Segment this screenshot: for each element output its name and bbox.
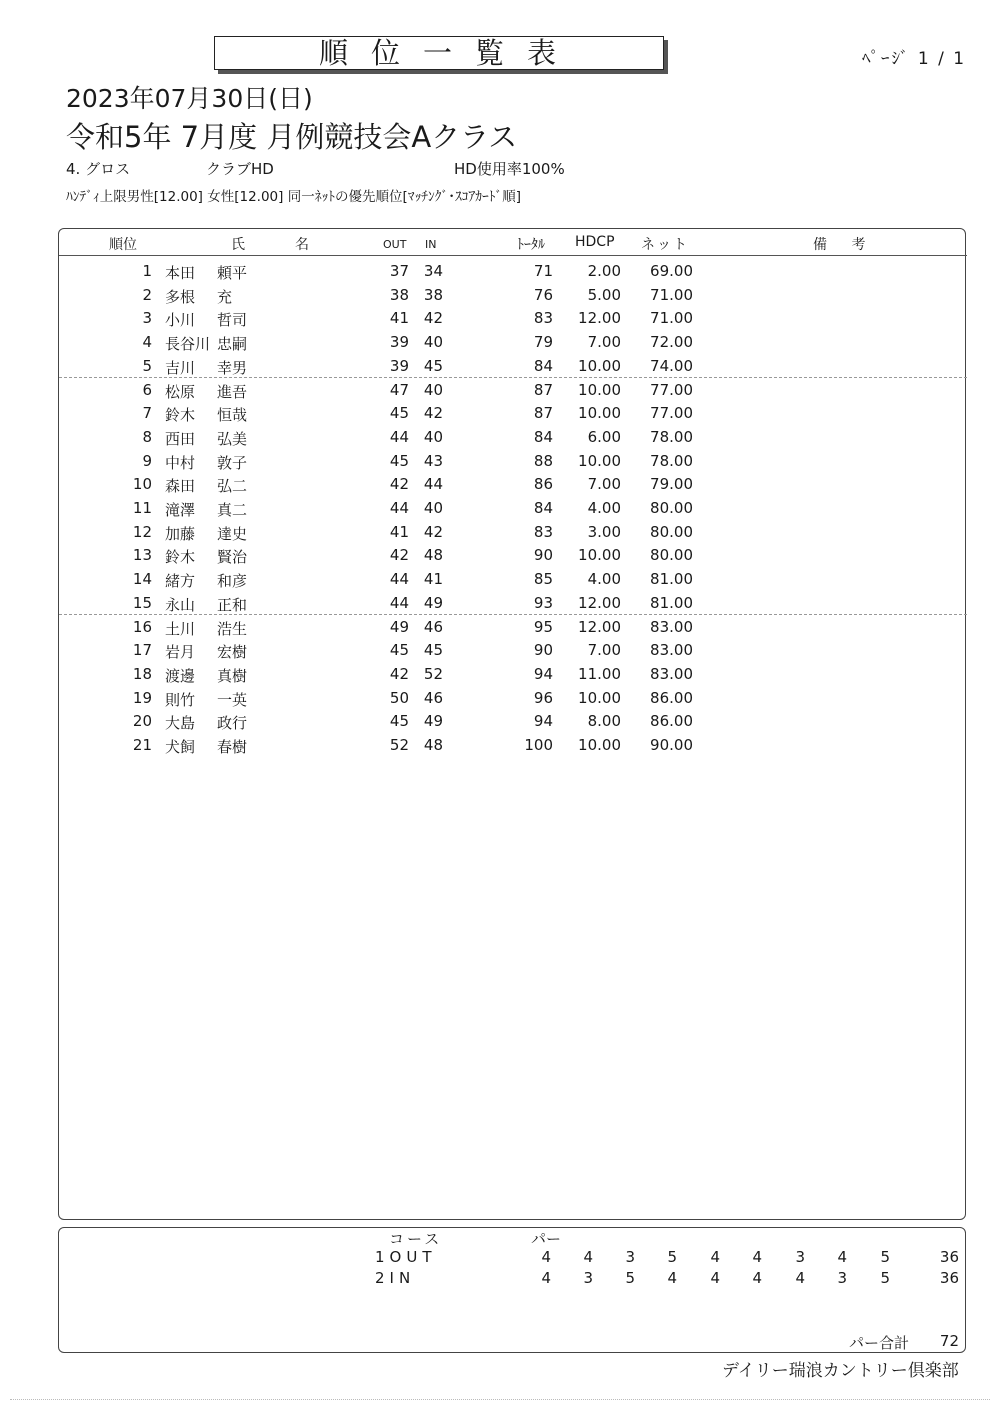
table-row xyxy=(59,401,967,425)
net-score-cell: 78.00 xyxy=(650,427,693,446)
out-score-cell: 42 xyxy=(389,664,409,683)
in-score-cell: 52 xyxy=(423,664,443,683)
hole-par: 5 xyxy=(667,1248,677,1266)
out-score-cell: 42 xyxy=(389,546,409,565)
hdcp-cell: 10.00 xyxy=(578,380,621,399)
first-name-cell: 正和 xyxy=(217,595,248,614)
table-row xyxy=(59,354,967,378)
hdcp-cell: 10.00 xyxy=(578,546,621,565)
hole-par: 4 xyxy=(583,1248,593,1266)
in-score-cell: 48 xyxy=(423,546,443,565)
par-label: パー xyxy=(531,1230,562,1248)
net-score-cell: 79.00 xyxy=(650,475,693,494)
in-total: 36 xyxy=(939,1269,959,1287)
last-name-cell: 松原 xyxy=(165,382,196,401)
last-name-cell: 西田 xyxy=(165,429,196,448)
table-row xyxy=(59,472,967,496)
net-score-cell: 81.00 xyxy=(650,593,693,612)
last-name-cell: 小川 xyxy=(165,311,196,330)
out-score-cell: 47 xyxy=(389,380,409,399)
net-score-cell: 90.00 xyxy=(650,736,693,754)
rank-cell: 2 xyxy=(142,285,152,304)
in-score-cell: 38 xyxy=(423,285,443,304)
out-score-cell: 44 xyxy=(389,427,409,446)
rank-cell: 4 xyxy=(142,333,152,352)
first-name-cell: 政行 xyxy=(217,714,248,733)
last-name-cell: 加藤 xyxy=(165,524,196,543)
in-score-cell: 42 xyxy=(423,522,443,541)
table-row xyxy=(59,330,967,354)
course-par-table xyxy=(58,1227,966,1353)
rank-cell: 6 xyxy=(142,380,152,399)
out-score-cell: 45 xyxy=(389,641,409,660)
course-in-name: 2IN xyxy=(375,1269,416,1287)
net-score-cell: 77.00 xyxy=(650,380,693,399)
net-score-cell: 86.00 xyxy=(650,688,693,707)
out-score-cell: 42 xyxy=(389,475,409,494)
first-name-cell: 弘美 xyxy=(217,429,248,448)
out-score-cell: 39 xyxy=(389,333,409,352)
first-name-cell: 賢治 xyxy=(217,548,248,567)
in-score-cell: 49 xyxy=(423,593,443,612)
net-score-cell: 71.00 xyxy=(650,309,693,328)
out-score-cell: 44 xyxy=(389,593,409,612)
out-score-cell: 52 xyxy=(389,736,409,754)
out-score-cell: 50 xyxy=(389,688,409,707)
col-total: ﾄｰﾀﾙ xyxy=(517,237,545,253)
table-row xyxy=(59,686,967,710)
net-score-cell: 72.00 xyxy=(650,333,693,352)
first-name-cell: 浩生 xyxy=(217,619,248,638)
results-table xyxy=(58,228,966,1220)
last-name-cell: 土川 xyxy=(165,619,196,638)
club-name: デイリー瑞浪カントリー倶楽部 xyxy=(722,1361,959,1381)
hole-par: 4 xyxy=(710,1248,720,1266)
last-name-cell: 吉川 xyxy=(165,358,196,377)
net-score-cell: 80.00 xyxy=(650,522,693,541)
hole-par: 4 xyxy=(541,1248,551,1266)
total-score-cell: 84 xyxy=(533,499,553,517)
hole-par: 3 xyxy=(583,1269,593,1287)
last-name-cell: 鈴木 xyxy=(165,406,196,425)
rank-cell: 11 xyxy=(132,499,152,517)
last-name-cell: 滝澤 xyxy=(165,501,196,519)
rank-cell: 3 xyxy=(142,309,152,328)
last-name-cell: 則竹 xyxy=(165,690,196,709)
col-out: OUT xyxy=(383,238,407,251)
rank-cell: 10 xyxy=(132,475,152,494)
rank-cell: 9 xyxy=(142,451,152,470)
first-name-cell: 幸男 xyxy=(217,358,248,377)
net-score-cell: 80.00 xyxy=(650,546,693,565)
col-remarks: 備 考 xyxy=(813,237,876,253)
total-score-cell: 79 xyxy=(533,333,553,352)
last-name-cell: 岩月 xyxy=(165,643,196,662)
net-score-cell: 81.00 xyxy=(650,570,693,589)
hole-par: 5 xyxy=(880,1248,890,1266)
total-score-cell: 96 xyxy=(533,688,553,707)
table-row xyxy=(59,709,967,733)
hdcp-cell: 6.00 xyxy=(587,427,621,446)
event-name: 令和5年 7月度 月例競技会Aクラス xyxy=(66,120,518,154)
hdcp-cell: 10.00 xyxy=(578,451,621,470)
out-score-cell: 45 xyxy=(389,451,409,470)
net-score-cell: 80.00 xyxy=(650,499,693,517)
hdcp-cell: 2.00 xyxy=(587,262,621,280)
net-score-cell: 83.00 xyxy=(650,617,693,636)
in-score-cell: 43 xyxy=(423,451,443,470)
in-score-cell: 40 xyxy=(423,380,443,399)
total-score-cell: 87 xyxy=(533,380,553,399)
hole-par: 4 xyxy=(667,1269,677,1287)
last-name-cell: 永山 xyxy=(165,595,196,614)
first-name-cell: 春樹 xyxy=(217,738,248,756)
total-score-cell: 83 xyxy=(533,522,553,541)
hole-par: 4 xyxy=(795,1269,805,1287)
total-score-cell: 85 xyxy=(533,570,553,589)
hole-par: 5 xyxy=(625,1269,635,1287)
out-score-cell: 41 xyxy=(389,309,409,328)
hdcp-cell: 10.00 xyxy=(578,356,621,375)
total-score-cell: 100 xyxy=(524,736,553,754)
rank-cell: 15 xyxy=(132,593,152,612)
total-score-cell: 94 xyxy=(533,712,553,731)
hdcp-cell: 8.00 xyxy=(587,712,621,731)
in-score-cell: 40 xyxy=(423,333,443,352)
hdcp-cell: 5.00 xyxy=(587,285,621,304)
out-score-cell: 41 xyxy=(389,522,409,541)
col-rank: 順位 xyxy=(109,237,137,253)
last-name-cell: 渡邊 xyxy=(165,666,196,685)
last-name-cell: 中村 xyxy=(165,453,196,472)
hdcp-cell: 10.00 xyxy=(578,404,621,423)
table-row xyxy=(59,567,967,591)
rank-cell: 17 xyxy=(132,641,152,660)
first-name-cell: 哲司 xyxy=(217,311,248,330)
in-score-cell: 46 xyxy=(423,688,443,707)
hdcp-cell: 7.00 xyxy=(587,641,621,660)
hdcp-cell: 4.00 xyxy=(587,570,621,589)
in-score-cell: 41 xyxy=(423,570,443,589)
out-total: 36 xyxy=(939,1248,959,1266)
table-row xyxy=(59,733,967,757)
net-score-cell: 74.00 xyxy=(650,356,693,375)
total-score-cell: 71 xyxy=(533,262,553,280)
hdcp-cell: 10.00 xyxy=(578,688,621,707)
in-score-cell: 40 xyxy=(423,499,443,517)
total-score-cell: 83 xyxy=(533,309,553,328)
in-score-cell: 34 xyxy=(423,262,443,280)
last-name-cell: 緒方 xyxy=(165,572,196,591)
first-name-cell: 忠嗣 xyxy=(217,335,248,354)
first-name-cell: 頼平 xyxy=(217,264,248,282)
rank-cell: 5 xyxy=(142,356,152,375)
total-score-cell: 84 xyxy=(533,427,553,446)
total-score-cell: 76 xyxy=(533,285,553,304)
out-score-cell: 37 xyxy=(389,262,409,280)
rank-cell: 14 xyxy=(132,570,152,589)
out-score-cell: 44 xyxy=(389,570,409,589)
out-score-cell: 45 xyxy=(389,404,409,423)
rank-cell: 7 xyxy=(142,404,152,423)
last-name-cell: 長谷川 xyxy=(165,335,211,354)
hole-par: 5 xyxy=(880,1269,890,1287)
total-score-cell: 88 xyxy=(533,451,553,470)
hdcp-cell: 4.00 xyxy=(587,499,621,517)
total-score-cell: 90 xyxy=(533,641,553,660)
in-score-cell: 48 xyxy=(423,736,443,754)
table-row xyxy=(59,283,967,307)
col-net: ネット xyxy=(641,237,689,253)
table-row xyxy=(59,496,967,520)
in-score-cell: 45 xyxy=(423,356,443,375)
net-score-cell: 83.00 xyxy=(650,664,693,683)
table-row xyxy=(59,520,967,544)
rank-cell: 20 xyxy=(132,712,152,731)
total-score-cell: 93 xyxy=(533,593,553,612)
rank-cell: 13 xyxy=(132,546,152,565)
hdcp-cell: 11.00 xyxy=(578,664,621,683)
first-name-cell: 恒哉 xyxy=(217,406,248,425)
first-name-cell: 充 xyxy=(217,287,233,306)
first-name-cell: 一英 xyxy=(217,690,248,709)
out-score-cell: 49 xyxy=(389,617,409,636)
event-date: 2023年07月30日(日) xyxy=(66,84,313,113)
last-name-cell: 大島 xyxy=(165,714,196,733)
in-score-cell: 45 xyxy=(423,641,443,660)
table-row xyxy=(59,449,967,473)
hdcp-cell: 12.00 xyxy=(578,617,621,636)
bottom-divider xyxy=(10,1399,990,1400)
hdcp-cell: 12.00 xyxy=(578,593,621,612)
total-score-cell: 86 xyxy=(533,475,553,494)
rank-cell: 16 xyxy=(132,617,152,636)
net-score-cell: 69.00 xyxy=(650,262,693,280)
hdcp-cell: 12.00 xyxy=(578,309,621,328)
handicap-rule: ﾊﾝﾃﾞｨ上限男性[12.00] 女性[12.00] 同一ﾈｯﾄの優先順位[ﾏｯﾁﾝｸﾞ･ｽｺｱｶｰﾄﾞ順] xyxy=(66,189,521,205)
page-number: ﾍﾟｰｼﾞ 1 / 1 xyxy=(862,49,967,69)
hole-par: 4 xyxy=(837,1248,847,1266)
out-score-cell: 38 xyxy=(389,285,409,304)
total-score-cell: 95 xyxy=(533,617,553,636)
format-type: クラブHD xyxy=(206,160,274,178)
out-score-cell: 45 xyxy=(389,712,409,731)
hd-rate: HD使用率100% xyxy=(454,160,565,178)
first-name-cell: 真樹 xyxy=(217,666,248,685)
hole-par: 4 xyxy=(541,1269,551,1287)
col-name-1: 氏 xyxy=(231,237,245,253)
par-total: 72 xyxy=(939,1332,959,1350)
first-name-cell: 宏樹 xyxy=(217,643,248,662)
hole-par: 3 xyxy=(625,1248,635,1266)
rank-cell: 19 xyxy=(132,688,152,707)
rank-cell: 8 xyxy=(142,427,152,446)
last-name-cell: 犬飼 xyxy=(165,738,196,756)
hole-par: 3 xyxy=(837,1269,847,1287)
table-row xyxy=(59,543,967,567)
table-row xyxy=(59,425,967,449)
table-row xyxy=(59,638,967,662)
rank-cell: 12 xyxy=(132,522,152,541)
format-number: 4. グロス xyxy=(66,160,131,178)
in-score-cell: 40 xyxy=(423,427,443,446)
hdcp-cell: 3.00 xyxy=(587,522,621,541)
out-score-cell: 44 xyxy=(389,499,409,517)
last-name-cell: 多根 xyxy=(165,287,196,306)
net-score-cell: 86.00 xyxy=(650,712,693,731)
rank-cell: 21 xyxy=(132,736,152,754)
hdcp-cell: 7.00 xyxy=(587,475,621,494)
in-score-cell: 49 xyxy=(423,712,443,731)
net-score-cell: 71.00 xyxy=(650,285,693,304)
rank-cell: 18 xyxy=(132,664,152,683)
table-row xyxy=(59,591,967,615)
first-name-cell: 弘二 xyxy=(217,477,248,496)
first-name-cell: 進吾 xyxy=(217,382,248,401)
hdcp-cell: 10.00 xyxy=(578,736,621,754)
first-name-cell: 和彦 xyxy=(217,572,248,591)
first-name-cell: 真二 xyxy=(217,501,248,519)
table-row xyxy=(59,662,967,686)
table-header xyxy=(59,229,967,256)
table-row xyxy=(59,615,967,639)
hole-par: 4 xyxy=(710,1269,720,1287)
hole-par: 4 xyxy=(752,1248,762,1266)
table-row xyxy=(59,306,967,330)
first-name-cell: 敦子 xyxy=(217,453,248,472)
total-score-cell: 84 xyxy=(533,356,553,375)
hole-par: 3 xyxy=(795,1248,805,1266)
in-score-cell: 42 xyxy=(423,309,443,328)
table-row xyxy=(59,259,967,283)
hdcp-cell: 7.00 xyxy=(587,333,621,352)
page-title: 順位一覧表 xyxy=(214,36,664,70)
hole-par: 4 xyxy=(752,1269,762,1287)
total-score-cell: 94 xyxy=(533,664,553,683)
first-name-cell: 達史 xyxy=(217,524,248,543)
total-score-cell: 90 xyxy=(533,546,553,565)
total-score-cell: 87 xyxy=(533,404,553,423)
last-name-cell: 鈴木 xyxy=(165,548,196,567)
out-score-cell: 39 xyxy=(389,356,409,375)
last-name-cell: 森田 xyxy=(165,477,196,496)
in-score-cell: 44 xyxy=(423,475,443,494)
course-label: コース xyxy=(389,1230,443,1248)
in-score-cell: 46 xyxy=(423,617,443,636)
col-name-2: 名 xyxy=(295,237,309,253)
in-score-cell: 42 xyxy=(423,404,443,423)
net-score-cell: 78.00 xyxy=(650,451,693,470)
table-row xyxy=(59,378,967,402)
col-hdcp: HDCP xyxy=(575,234,615,250)
last-name-cell: 本田 xyxy=(165,264,196,282)
col-in: IN xyxy=(425,238,437,251)
net-score-cell: 77.00 xyxy=(650,404,693,423)
par-total-label: パー合計 xyxy=(849,1334,910,1352)
net-score-cell: 83.00 xyxy=(650,641,693,660)
rank-cell: 1 xyxy=(142,262,152,280)
course-out-name: 1OUT xyxy=(375,1248,437,1266)
